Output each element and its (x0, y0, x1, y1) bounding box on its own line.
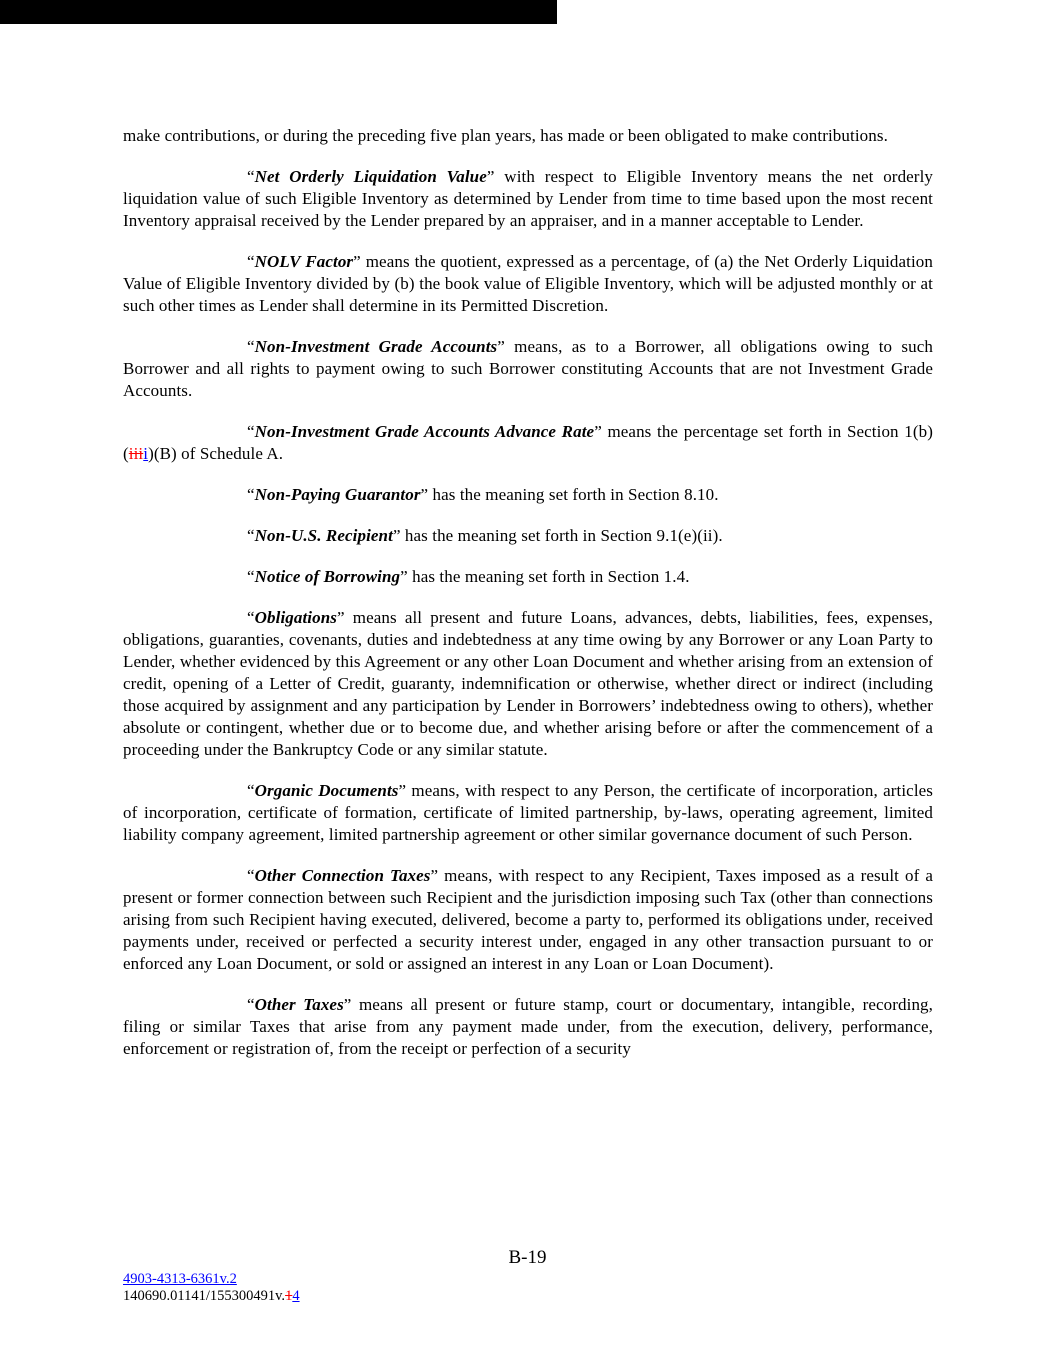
definition-other-connection-taxes (123, 865, 933, 975)
text-run: ” means all present and future Loans, advances, debts, liabilities, fees, expenses, obligations, guaranties, covenants, duties and indebtedness at any time owing by any Borrower or any Loan Party to Lender, whether evidenced by this Agreement or any other Loan Document and whether arising from an extension of credit, opening of a Letter of Credit, guaranty, indemnification or otherwise, whether direct or indirect (including those acquired by assignment and any participation by Lender in Borrowers’ indebtedness owing to others), whether absolute or contingent, whether due or to become due, and whether arising before or after the commencement of a proceeding under the Bankruptcy Code or any similar statute. (123, 608, 933, 759)
definition-non-us-recipient (123, 525, 933, 547)
defined-term: Non-Investment Grade Accounts (254, 337, 498, 356)
redline-insertion: i (143, 444, 149, 463)
text-run: ” means, with respect to any Recipient, Taxes imposed as a result of a present or former connection between such Recipient and the jurisdiction imposing such Tax (other than connections arising from such Recipient having executed, delivered, become a party to, performed its obligations under, received payments under, received or perfected a security interest under, engaged in any other transaction pursuant to or enforced any Loan Document, or sold or assigned an interest in any Loan or Loan Document). (123, 866, 933, 973)
defined-term: Net Orderly Liquidation Value (254, 167, 487, 186)
defined-term: Other Connection Taxes (254, 866, 431, 885)
redline-insertion: 4903-4313-6361v.2 (123, 1271, 237, 1287)
text-run: ” means the quotient, expressed as a percentage, of (a) the Net Orderly Liquidation Value of Eligible Inventory divided by (b) the book value of Eligible Inventory, which will be adjusted monthly or at such other times as Lender shall determine in its Permitted Discretion. (123, 252, 934, 315)
text-run: “ (247, 567, 255, 586)
definition-other-taxes (123, 994, 933, 1060)
text-run: “ (247, 866, 255, 885)
redline-deletion: 1 (285, 1287, 293, 1304)
text-run: ” has the meaning set forth in Section 8.10. (420, 485, 719, 504)
defined-term: Other Taxes (254, 995, 344, 1014)
text-run: ” with respect to Eligible Inventory means the net orderly liquidation value of such Eligible Inventory as determined by Lender from time to time based upon the most recent Inventory appraisal received by the Lender prepared by an appraiser, and in a manner acceptable to Lender. (123, 167, 933, 230)
text-run: make contributions, or during the preceding five plan years, has made or been obligated to make contributions. (123, 126, 888, 145)
text-run: ” has the meaning set forth in Section 9.1(e)(ii). (392, 526, 723, 545)
definition-nolv-factor (123, 251, 933, 317)
text-run: “ (247, 526, 255, 545)
definition-obligations (123, 607, 933, 761)
definition-non-investment-grade-accounts-advance-rate (123, 421, 933, 465)
redline-insertion: 4 (292, 1287, 300, 1304)
footer-doc-id-2 (123, 1288, 300, 1305)
definition-non-paying-guarantor (123, 484, 933, 506)
text-run: 140690.01141/155300491v. (123, 1287, 286, 1304)
definition-net-orderly-liquidation-value (123, 166, 933, 232)
text-run: “ (247, 485, 255, 504)
definition-notice-of-borrowing (123, 566, 933, 588)
paragraph-continuation (123, 125, 933, 147)
text-run: ” has the meaning set forth in Section 1.4. (400, 567, 690, 586)
defined-term: NOLV Factor (254, 252, 354, 271)
definition-organic-documents (123, 780, 933, 846)
text-run: “ (247, 781, 255, 800)
text-run: “ (247, 608, 255, 627)
footer-doc-id-1 (123, 1271, 300, 1288)
document-body (123, 125, 933, 1079)
text-run: “ (247, 337, 255, 356)
defined-term: Notice of Borrowing (254, 567, 401, 586)
text-run: ” means the percentage set forth in Section 1(b)( (123, 422, 933, 463)
text-run: “ (247, 995, 255, 1014)
defined-term: Organic Documents (254, 781, 399, 800)
scan-artifact-bar (0, 0, 557, 24)
text-run: “ (247, 252, 255, 271)
page-number: B-19 (508, 1247, 547, 1268)
defined-term: Non-Paying Guarantor (254, 485, 421, 504)
defined-term: Non-Investment Grade Accounts Advance Rate (254, 422, 595, 441)
text-run: )(B) of Schedule A. (148, 444, 284, 463)
text-run: ” means, with respect to any Person, the certificate of incorporation, articles of incorporation, certificate of formation, certificate of limited partnership, by-laws, operating agreement, limited liability company agreement, limited partnership agreement or other similar governance document of such Person. (123, 781, 933, 844)
defined-term: Obligations (254, 608, 337, 627)
text-run: ” means all present or future stamp, court or documentary, intangible, recording, filing or similar Taxes that arise from any payment made under, from the execution, delivery, performance, enforcement or registration of, from the receipt or perfection of a security (123, 995, 933, 1058)
text-run: “ (247, 167, 255, 186)
footer-doc-ids (123, 1271, 300, 1304)
text-run: “ (247, 422, 255, 441)
defined-term: Non-U.S. Recipient (254, 526, 393, 545)
redline-deletion: iii (128, 444, 144, 463)
definition-non-investment-grade-accounts (123, 336, 933, 402)
text-run: ” means, as to a Borrower, all obligations owing to such Borrower and all rights to payment owing to such Borrower constituting Accounts that are not Investment Grade Accounts. (123, 337, 933, 400)
